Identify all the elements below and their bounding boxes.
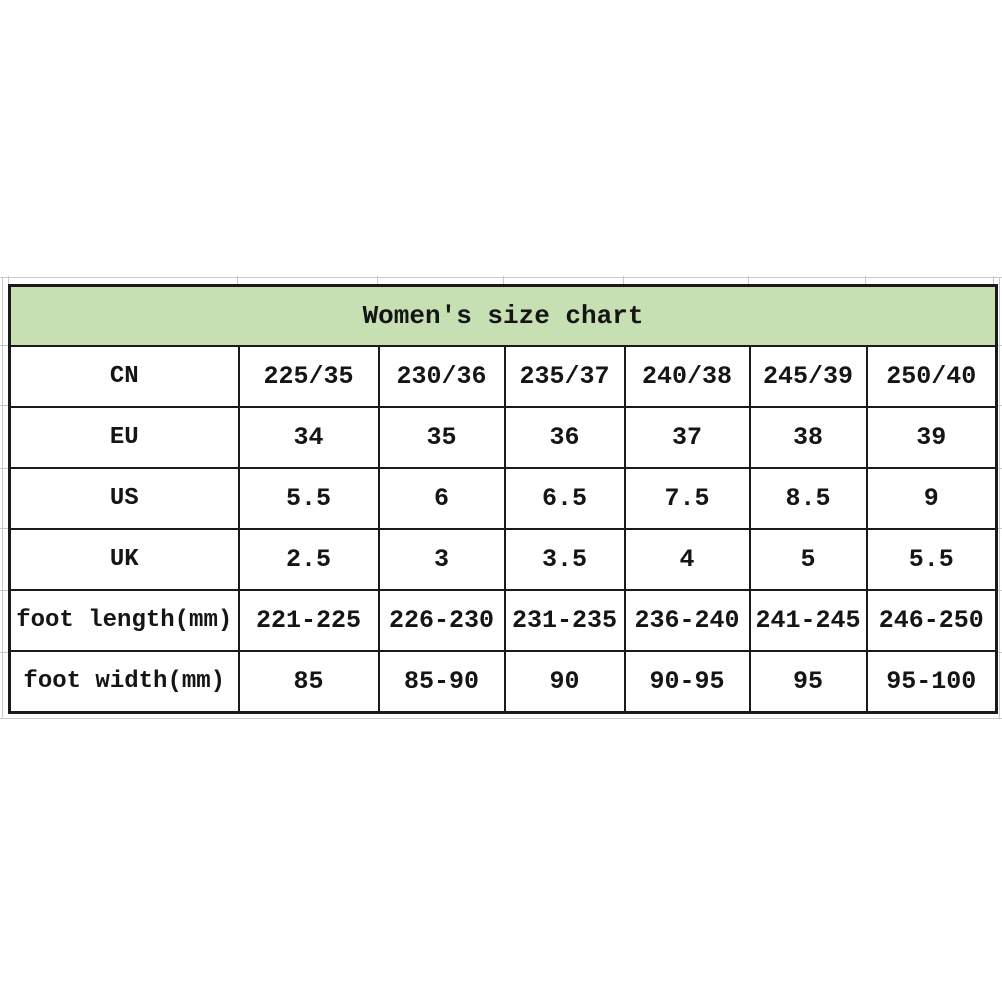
size-cell: 38 bbox=[750, 407, 867, 468]
table-row bbox=[10, 651, 997, 713]
size-cell: 236-240 bbox=[625, 590, 750, 651]
spreadsheet-gridline bbox=[237, 276, 238, 284]
size-cell: 35 bbox=[379, 407, 505, 468]
size-cell: 235/37 bbox=[505, 346, 625, 407]
spreadsheet-gridline bbox=[377, 276, 378, 284]
table-title: Women's size chart bbox=[10, 286, 997, 347]
spreadsheet-gridline bbox=[8, 276, 9, 284]
size-cell: 5.5 bbox=[239, 468, 379, 529]
size-cell: 9 bbox=[867, 468, 997, 529]
spreadsheet-gridline bbox=[0, 345, 8, 346]
row-header: foot length(mm) bbox=[10, 590, 239, 651]
size-cell: 90-95 bbox=[625, 651, 750, 713]
size-cell: 225/35 bbox=[239, 346, 379, 407]
row-header: CN bbox=[10, 346, 239, 407]
table-row bbox=[10, 468, 997, 529]
size-cell: 250/40 bbox=[867, 346, 997, 407]
row-header: US bbox=[10, 468, 239, 529]
table-title-row bbox=[10, 286, 997, 347]
size-cell: 37 bbox=[625, 407, 750, 468]
spreadsheet-gridline bbox=[0, 590, 8, 591]
spreadsheet-gridline bbox=[0, 528, 8, 529]
size-cell: 230/36 bbox=[379, 346, 505, 407]
size-cell: 246-250 bbox=[867, 590, 997, 651]
spreadsheet-gridline bbox=[0, 468, 8, 469]
size-cell: 8.5 bbox=[750, 468, 867, 529]
size-cell: 36 bbox=[505, 407, 625, 468]
size-cell: 90 bbox=[505, 651, 625, 713]
size-cell: 5.5 bbox=[867, 529, 997, 590]
table-row bbox=[10, 407, 997, 468]
size-cell: 85-90 bbox=[379, 651, 505, 713]
size-cell: 34 bbox=[239, 407, 379, 468]
row-header: UK bbox=[10, 529, 239, 590]
spreadsheet-gridline bbox=[0, 405, 8, 406]
spreadsheet-gridline bbox=[503, 276, 504, 284]
size-cell: 95-100 bbox=[867, 651, 997, 713]
row-header: EU bbox=[10, 407, 239, 468]
size-cell: 85 bbox=[239, 651, 379, 713]
size-cell: 5 bbox=[750, 529, 867, 590]
size-cell: 241-245 bbox=[750, 590, 867, 651]
size-cell: 226-230 bbox=[379, 590, 505, 651]
spreadsheet-gridline bbox=[0, 718, 1002, 719]
size-cell: 221-225 bbox=[239, 590, 379, 651]
size-cell: 6.5 bbox=[505, 468, 625, 529]
size-cell: 4 bbox=[625, 529, 750, 590]
spreadsheet-gridline bbox=[748, 276, 749, 284]
size-cell: 3.5 bbox=[505, 529, 625, 590]
spreadsheet-gridline bbox=[623, 276, 624, 284]
size-cell: 245/39 bbox=[750, 346, 867, 407]
spreadsheet-gridline bbox=[993, 276, 994, 284]
size-cell: 2.5 bbox=[239, 529, 379, 590]
size-cell: 39 bbox=[867, 407, 997, 468]
size-chart-table bbox=[8, 284, 998, 714]
size-cell: 95 bbox=[750, 651, 867, 713]
size-cell: 7.5 bbox=[625, 468, 750, 529]
table-row bbox=[10, 346, 997, 407]
size-cell: 231-235 bbox=[505, 590, 625, 651]
table-row bbox=[10, 590, 997, 651]
spreadsheet-gridline bbox=[0, 652, 8, 653]
spreadsheet-gridline bbox=[0, 277, 1002, 278]
row-header: foot width(mm) bbox=[10, 651, 239, 713]
size-cell: 6 bbox=[379, 468, 505, 529]
size-cell: 240/38 bbox=[625, 346, 750, 407]
spreadsheet-gridline bbox=[865, 276, 866, 284]
table-row bbox=[10, 529, 997, 590]
size-cell: 3 bbox=[379, 529, 505, 590]
